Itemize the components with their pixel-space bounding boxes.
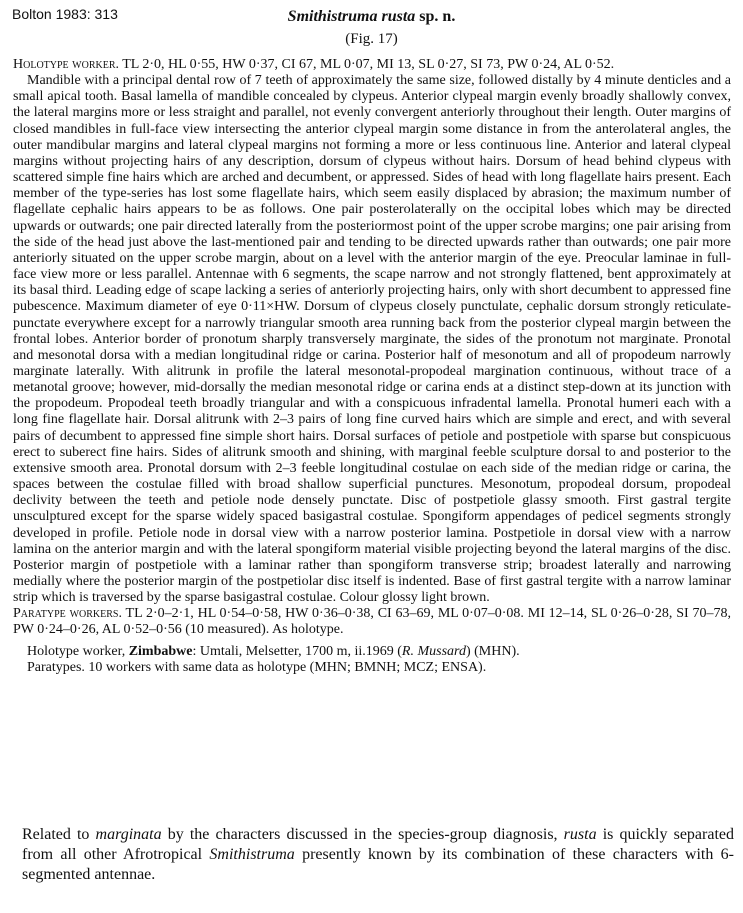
species-reference: rusta xyxy=(563,826,597,843)
paratype-measurements: TL 2·0–2·1, HL 0·54–0·58, HW 0·36–0·38, CI 63–69, ML 0·07–0·08. MI 12–14, SL 0·26–0·28, SI 70–78, PW 0·24–0·26, AL 0·52–0·56 (10 measured). As holotype. xyxy=(13,606,731,638)
species-reference: marginata xyxy=(95,826,162,843)
remarks-paragraph xyxy=(22,825,734,885)
holotype-locality: : Umtali, Melsetter, 1700 m, ii.1969 ( xyxy=(192,643,402,659)
holotype-depository: ) (MHN). xyxy=(465,643,520,659)
paratype-material: Paratypes. 10 workers with same data as holotype (MHN; BMNH; MCZ; ENSA). xyxy=(27,659,487,675)
source-reference: Bolton 1983: 313 xyxy=(12,6,118,22)
country: Zimbabwe xyxy=(128,643,193,659)
remarks-part: is quickly separated from all other Afrotropical xyxy=(22,826,734,863)
species-name: Smithistruma rusta xyxy=(287,8,416,25)
remarks-part: presently known by its combination of these characters with 6-segmented antennae. xyxy=(22,846,734,883)
remarks-part: by the characters discussed in the species-group diagnosis, xyxy=(161,826,564,843)
material-examined xyxy=(13,644,731,676)
description-body xyxy=(13,57,731,676)
holotype-measurements: TL 2·0, HL 0·55, HW 0·37, CI 67, ML 0·07, MI 13, SL 0·27, SI 73, PW 0·24, AL 0·52. xyxy=(119,57,615,72)
holotype-label: Holotype worker. xyxy=(13,57,119,72)
collector: R. Mussard xyxy=(401,643,466,659)
figure-reference: (Fig. 17) xyxy=(345,31,398,47)
genus-reference: Smithistruma xyxy=(209,846,295,863)
remarks-section xyxy=(22,825,734,885)
holotype-material xyxy=(13,644,731,660)
holotype-measurements-paragraph xyxy=(13,57,731,73)
species-title xyxy=(0,8,743,26)
description-paragraph: Mandible with a principal dental row of 7 teeth of approximately the same size, followed distally by 4 minute denticles and a small apical tooth. Basal lamella of mandible concealed by clypeus. Anterior clypeal margin evenly broadly shallowly convex, the lateral margins more or less straight and parallel, not evenly convergent anteriorly throughout their length. Outer margins of closed mandibles in full-face view intersecting the anterior clypeal margin some distance in from the anterolateral angles, the outer mandibular margins and lateral clypeal margins not forming a more or less continuous line. Anterior and lateral clypeal margins without projecting hairs of any description, dorsum of clypeus without hairs. Dorsum of head behind clypeus with scattered simple fine hairs which are arched and decumbent, or appressed. Sides of head with long flagellate hairs present. Each member of the type-series has lost some flagellate hairs, which seem easily displaced by abrasion; the maximum number of flagellate cephalic hairs appears to be as follows. One pair posterolaterally on the occipital lobes which may be directed upwards or outwards; one pair directed laterally from the posteriormost point of the upper scrobe margins; one pair arising from the side of the head just above the last-mentioned pair and tending to be directed upwards rather than outwards; one pair more anteriorly situated on the upper scrobe margin, about on a level with the anterior margin of the eye. Preocular laminae in full-face view more or less parallel. Antennae with 6 segments, the scape narrow and not strongly flattened, bent approximately at its basal third. Leading edge of scape lacking a series of anteriorly projecting hairs, only with short decumbent to appressed fine pubescence. Maximum diameter of eye 0·11×HW. Dorsum of clypeus closely punctulate, cephalic dorsum strongly reticulate-punctate everywhere except for a narrowly triangular smooth area running back from the posterior clypeal margin between the frontal lobes. Anterior border of pronotum sharply transversely marginate, the sides of the pronotum not marginate. Pronotal and mesonotal dorsa with a median longitudinal ridge or carina. Posterior half of mesonotum and all of propodeum narrowly marginate laterally. With alitrunk in profile the lateral mesonotal-propodeal margination continuous, without trace of a metanotal groove; however, mid-dorsally the median mesonotal ridge or carina ends at a distinct step-down at its junction with the propodeum. Propodeal teeth broadly triangular and with a conspicuous infradental lamella. Pronotal humeri each with a long fine flagellate hair. Dorsal alitrunk with 2–3 pairs of long fine curved hairs which are simple and erect, and with several pairs of decumbent to appressed fine simple short hairs. Dorsal surfaces of petiole and postpetiole with sparse but conspicuous erect to suberect fine hairs. Sides of alitrunk smooth and shining, with marginal feeble sculpture dorsal to and posterior to the extensive smooth area. Pronotal dorsum with 2–3 feeble longitudinal costulae on each side of the median ridge or carina, the spaces between the costulae filled with broad shallow superficial punctures. Mesonotum, propodeal dorsum, propodeal declivity between the teeth and petiole node densely punctate. Disc of postpetiole glassy smooth. First gastral tergite unsculptured except for the sparse widely spaced basigastral costulae. Spongiform appendages of pedicel segments strongly developed in profile. Petiole node in dorsal view with a narrow posterior lamina. Postpetiole in dorsal view with a narrow lamina on the anterior margin and with the lateral spongiform material visible projecting beyond the lateral margins of the disc. Posterior margin of postpetiole with a laminar rather than spongiform transverse strip; broadest laterally and narrowing medially where the posterior margin of the postpetiolar disc itself is indented. Base of first gastral tergite with a narrow laminar strip which is traversed by the sparse basigastral costulae. Colour glossy light brown. xyxy=(13,73,731,606)
paratype-measurements-paragraph xyxy=(13,606,731,638)
species-status: sp. n. xyxy=(415,8,456,25)
holotype-material-prefix: Holotype worker, xyxy=(27,643,129,659)
remarks-part: Related to xyxy=(22,826,96,843)
paratype-label: Paratype workers. xyxy=(13,606,122,622)
